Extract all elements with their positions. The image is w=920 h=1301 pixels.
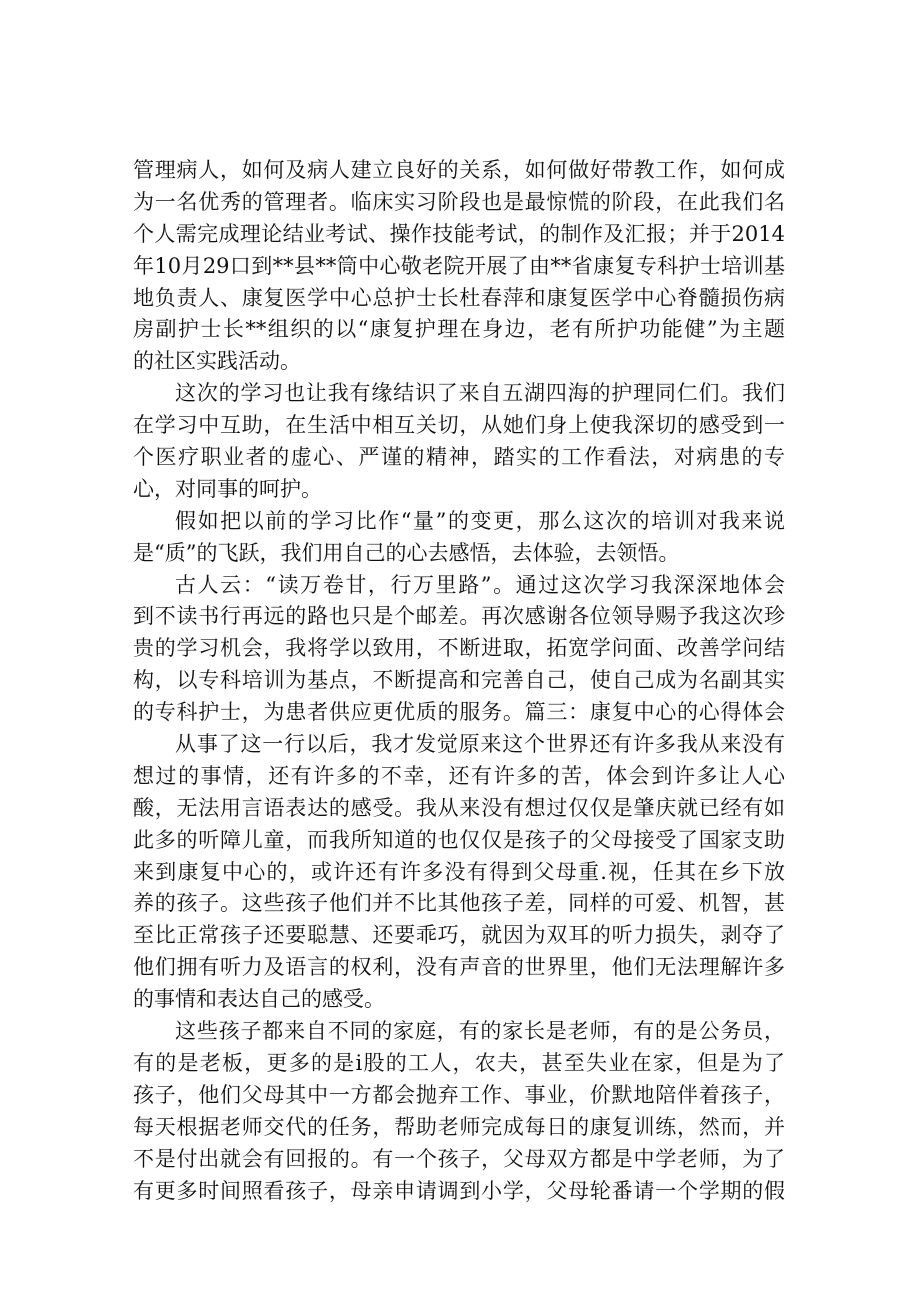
text-line: 酸，无法用言语表达的感受。我从来没有想过仅仅是肇庆就已经有如 xyxy=(133,795,785,820)
paragraph-1 xyxy=(133,155,785,378)
text-line: 他们拥有听力及语言的权利，没有声音的世界里，他们无法理解许多 xyxy=(133,955,785,980)
text-line: 是“质”的飞跃，我们用自己的心去感悟，去体验，去领悟。 xyxy=(133,540,680,565)
text-line: 假如把以前的学习比作“量”的变更，那么这次的培训对我来说 xyxy=(175,508,785,533)
text-line: 年10月29口到**县**筒中心敬老院开展了由**省康复专科护士培训基 xyxy=(133,253,785,278)
text-line: 到不读书行再远的路也只是个邮差。再次感谢各位领导赐予我这次珍 xyxy=(133,604,785,629)
document-body xyxy=(133,155,785,1207)
text-line: 在学习中互助，在生活中相互关切，从她们身上使我深切的感受到一 xyxy=(133,413,785,438)
paragraph-2 xyxy=(133,378,785,506)
text-line: 地负责人、康复医学中心总护士长杜春萍和康复医学中心脊髓损伤病 xyxy=(133,285,785,310)
text-line: 想过的事情，还有许多的不幸，还有许多的苦，体会到许多让人心 xyxy=(133,763,785,788)
text-line: 管理病人，如何及病人建立良好的关系，如何做好带教工作，如何成 xyxy=(133,158,785,182)
text-line: 心，对同事的呵护。 xyxy=(133,476,322,501)
text-line: 有的是老板，更多的是i股的工人，农夫，甚至失业在家，但是为了 xyxy=(133,1050,785,1075)
text-line: 为一名优秀的管理者。临床实习阶段也是最惊慌的阶段，在此我们名 xyxy=(133,189,785,214)
text-line: 从事了这一行以后，我才发觉原来这个世界还有许多我从来没有 xyxy=(175,732,785,757)
text-line: 每天根据老师交代的任务，帮助老师完成每日的康复训练，然而，并 xyxy=(133,1114,785,1139)
paragraph-5 xyxy=(133,729,785,1016)
text-line: 个医疗职业者的虚心、严谨的精神，踏实的工作看法，对病患的专 xyxy=(133,445,785,470)
text-line: 此多的听障儿童，而我所知道的也仅仅是孩子的父母接受了国家支助 xyxy=(133,827,785,852)
text-line: 的专科护士，为患者供应更优质的服务。篇三：康复中心的心得体会 xyxy=(133,700,785,725)
text-line: 个人需完成理论结业考试、操作技能考试，的制作及汇报；并于2014 xyxy=(133,221,785,246)
text-line: 至比正常孩子还要聪慧、还要乖巧，就因为双耳的听力损失，剥夺了 xyxy=(133,923,785,948)
paragraph-6 xyxy=(133,1016,785,1207)
text-line: 有更多时间照看孩子，母亲申请调到小学，父母轮番请一个学期的假 xyxy=(133,1178,785,1203)
text-line: 古人云：“读万卷甘，行万里路”。通过这次学习我深深地体会 xyxy=(175,572,785,597)
text-line: 不是付出就会有回报的。有一个孩子，父母双方都是中学老师，为了 xyxy=(133,1146,785,1171)
text-line: 来到康复中心的，或许还有许多没有得到父母重.视，任其在乡下放 xyxy=(133,859,785,884)
paragraph-3 xyxy=(133,506,785,570)
text-line: 这些孩子都来自不同的家庭，有的家长是老师，有的是公务员， xyxy=(175,1019,785,1044)
text-line: 构，以专科培训为基点，不断提高和完善自己，使自己成为名副其实 xyxy=(133,668,785,693)
text-line: 房副护士长**组织的以“康复护理在身边，老有所护功能健”为主题 xyxy=(133,317,785,342)
text-line: 的事情和表达自己的感受。 xyxy=(133,987,385,1012)
text-line: 养的孩子。这些孩子他们并不比其他孩子差，同样的可爱、机智，甚 xyxy=(133,891,785,916)
paragraph-4 xyxy=(133,570,785,729)
text-line: 贵的学习机会，我将学以致用，不断进取，拓宽学问面、改善学问结 xyxy=(133,636,785,661)
text-line: 孩子，他们父母其中一方都会抛弃工作、事业，价默地陪伴着孩子， xyxy=(133,1082,785,1107)
text-line: 的社区实践活动。 xyxy=(133,349,301,374)
text-line: 这次的学习也让我有缘结识了来自五湖四海的护理同仁们。我们 xyxy=(175,381,785,406)
